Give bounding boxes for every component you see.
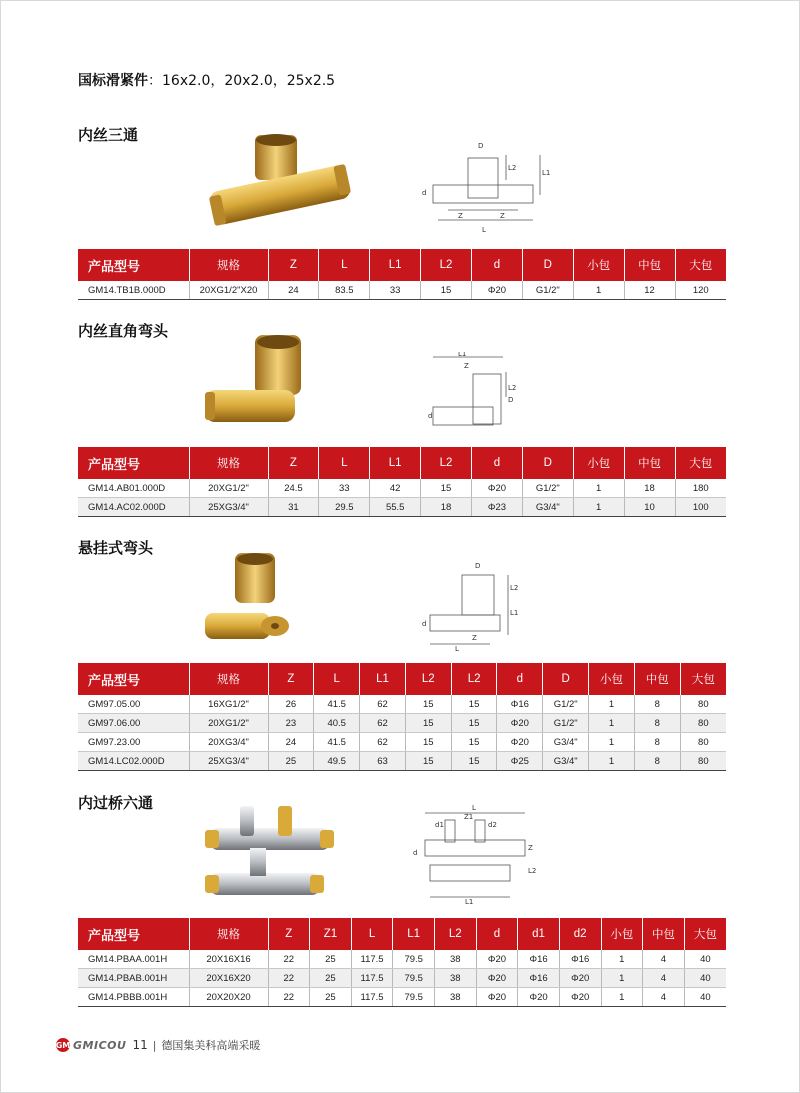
col-header: L2 xyxy=(435,918,477,950)
wall-elbow-dim-Z: Z xyxy=(472,634,477,642)
tee-dim-Z-left: Z xyxy=(458,212,463,220)
col-header: d2 xyxy=(559,918,601,950)
col-header: 规格 xyxy=(189,249,268,281)
col-header: d xyxy=(472,447,523,479)
cell: 8 xyxy=(634,714,680,733)
cell: 15 xyxy=(405,752,451,771)
cell-model: GM14.PBBB.001H xyxy=(78,988,189,1007)
cell: 10 xyxy=(624,498,675,517)
col-header: 小包 xyxy=(573,447,624,479)
cell: Φ20 xyxy=(472,281,523,300)
footer-tagline: 德国集美科高端采暖 xyxy=(161,1039,261,1052)
cell: 117.5 xyxy=(351,950,393,969)
section-title-elbow: 内丝直角弯头 xyxy=(78,322,169,340)
tee-dim-L1: L1 xyxy=(542,169,551,177)
cell: 55.5 xyxy=(370,498,421,517)
col-header: 大包 xyxy=(675,249,726,281)
col-header: D xyxy=(543,663,589,695)
cell: Φ16 xyxy=(497,695,543,714)
cell: G1/2" xyxy=(522,479,573,498)
col-header: 规格 xyxy=(189,918,268,950)
cell: 40 xyxy=(684,950,726,969)
table-row xyxy=(78,498,726,517)
cell: 18 xyxy=(624,479,675,498)
col-header: 小包 xyxy=(573,249,624,281)
tee-dim-D: D xyxy=(478,142,484,150)
table-row xyxy=(78,752,726,771)
table-row xyxy=(78,714,726,733)
cell: Φ23 xyxy=(472,498,523,517)
cell-spec: 20XG1/2" xyxy=(189,479,268,498)
col-header: D xyxy=(522,447,573,479)
col-header: 小包 xyxy=(601,918,643,950)
col-header: Z xyxy=(268,663,314,695)
spec-table-elbow xyxy=(78,447,726,517)
tee-dimension-drawing xyxy=(418,140,553,238)
col-header: 中包 xyxy=(634,663,680,695)
cell: G1/2" xyxy=(543,714,589,733)
cell: G3/4" xyxy=(543,752,589,771)
cell: 63 xyxy=(360,752,406,771)
cell: 120 xyxy=(675,281,726,300)
cell: Φ20 xyxy=(497,733,543,752)
cell: 29.5 xyxy=(319,498,370,517)
col-header: 小包 xyxy=(589,663,635,695)
cell: 24 xyxy=(268,733,314,752)
col-header: L xyxy=(314,663,360,695)
standard-label: 国标滑紧件 xyxy=(78,73,148,89)
cell: 62 xyxy=(360,695,406,714)
wall-elbow-dim-L2: L2 xyxy=(510,584,519,592)
col-header: 规格 xyxy=(189,447,268,479)
col-header: 产品型号 xyxy=(78,663,189,695)
cell: 1 xyxy=(601,950,643,969)
table-row xyxy=(78,969,726,988)
brand-logo-icon: GM xyxy=(56,1038,70,1052)
col-header: d xyxy=(472,249,523,281)
cell: 42 xyxy=(370,479,421,498)
cell-model: GM97.23.00 xyxy=(78,733,189,752)
col-header: d1 xyxy=(518,918,560,950)
tee-dim-Z-right: Z xyxy=(500,212,505,220)
cell: 8 xyxy=(634,733,680,752)
cell-model: GM14.AC02.000D xyxy=(78,498,189,517)
cell: 4 xyxy=(643,988,685,1007)
cell: Φ20 xyxy=(476,950,518,969)
cell: 22 xyxy=(268,988,310,1007)
elbow-dim-Z: Z xyxy=(464,362,469,370)
cell: G3/4" xyxy=(522,498,573,517)
section-title-wall-elbow: 悬挂式弯头 xyxy=(78,539,154,557)
cell: 1 xyxy=(589,733,635,752)
cell: Φ16 xyxy=(518,950,560,969)
cell: 8 xyxy=(634,752,680,771)
col-header: 产品型号 xyxy=(78,249,189,281)
six-way-dimension-drawing xyxy=(410,805,540,905)
standard-sizes: ：16x2.0，20x2.0，25x2.5 xyxy=(148,73,336,89)
six-way-dim-L1: L1 xyxy=(465,898,474,905)
six-way-photo xyxy=(200,798,340,908)
cell: 24.5 xyxy=(268,479,319,498)
col-header: Z xyxy=(268,249,319,281)
cell-model: GM14.AB01.000D xyxy=(78,479,189,498)
col-header: L2 xyxy=(421,249,472,281)
cell-spec: 20X20X20 xyxy=(189,988,268,1007)
cell: 15 xyxy=(421,479,472,498)
cell: 1 xyxy=(573,281,624,300)
cell: 15 xyxy=(405,714,451,733)
cell: Φ25 xyxy=(497,752,543,771)
cell: 83.5 xyxy=(319,281,370,300)
cell: 38 xyxy=(435,988,477,1007)
cell: 26 xyxy=(268,695,314,714)
col-header: d xyxy=(476,918,518,950)
cell: Φ20 xyxy=(518,988,560,1007)
cell: 33 xyxy=(319,479,370,498)
wall-elbow-photo xyxy=(200,548,295,653)
cell: 79.5 xyxy=(393,969,435,988)
elbow-dim-d: d xyxy=(428,412,433,420)
cell: 38 xyxy=(435,950,477,969)
cell-spec: 20X16X16 xyxy=(189,950,268,969)
wall-elbow-dim-D: D xyxy=(475,562,481,570)
cell: 15 xyxy=(405,695,451,714)
table-row xyxy=(78,950,726,969)
wall-elbow-dim-L: L xyxy=(455,645,459,652)
cell-spec: 25XG3/4" xyxy=(189,498,268,517)
col-header: L xyxy=(351,918,393,950)
col-header: 中包 xyxy=(624,447,675,479)
cell: 49.5 xyxy=(314,752,360,771)
footer-separator: | xyxy=(152,1038,157,1052)
col-header: L1 xyxy=(393,918,435,950)
spec-table-wall-elbow xyxy=(78,663,726,771)
col-header: Z xyxy=(268,918,310,950)
tee-dim-d: d xyxy=(422,189,427,197)
standard-sizes-line xyxy=(78,70,335,90)
cell-spec: 20XG1/2" xyxy=(189,714,268,733)
cell: 40 xyxy=(684,969,726,988)
cell-model: GM14.PBAA.001H xyxy=(78,950,189,969)
cell: 79.5 xyxy=(393,988,435,1007)
cell: 15 xyxy=(405,733,451,752)
elbow-dim-D: D xyxy=(508,396,514,404)
spec-table-six-way xyxy=(78,918,726,1007)
cell: 62 xyxy=(360,733,406,752)
cell: 15 xyxy=(451,714,497,733)
page-number: 11 xyxy=(132,1038,148,1052)
cell: 41.5 xyxy=(314,733,360,752)
cell: 40 xyxy=(684,988,726,1007)
cell: 15 xyxy=(421,281,472,300)
cell-spec: 16XG1/2" xyxy=(189,695,268,714)
cell: 23 xyxy=(268,714,314,733)
col-header: L xyxy=(319,249,370,281)
col-header: 大包 xyxy=(675,447,726,479)
table-row xyxy=(78,988,726,1007)
cell: 1 xyxy=(601,969,643,988)
col-header: L2 xyxy=(451,663,497,695)
cell-model: GM97.05.00 xyxy=(78,695,189,714)
cell: G3/4" xyxy=(543,733,589,752)
cell: 31 xyxy=(268,498,319,517)
cell: 38 xyxy=(435,969,477,988)
wall-elbow-dim-d: d xyxy=(422,620,427,628)
cell: 1 xyxy=(573,498,624,517)
cell: 41.5 xyxy=(314,695,360,714)
cell-spec: 25XG3/4" xyxy=(189,752,268,771)
cell-model: GM14.TB1B.000D xyxy=(78,281,189,300)
cell-spec: 20XG1/2"X20 xyxy=(189,281,268,300)
cell-model: GM97.06.00 xyxy=(78,714,189,733)
col-header: Z xyxy=(268,447,319,479)
spec-table-tee xyxy=(78,249,726,300)
table-row xyxy=(78,479,726,498)
cell: 1 xyxy=(589,714,635,733)
cell: 25 xyxy=(310,950,352,969)
cell: 80 xyxy=(680,733,726,752)
table-row xyxy=(78,733,726,752)
cell: 1 xyxy=(573,479,624,498)
cell: 100 xyxy=(675,498,726,517)
cell: 18 xyxy=(421,498,472,517)
wall-elbow-dim-L1: L1 xyxy=(510,609,519,617)
cell: 180 xyxy=(675,479,726,498)
elbow-dim-L2: L2 xyxy=(508,384,517,392)
six-way-dim-d1: d1 xyxy=(435,821,444,829)
col-header: 规格 xyxy=(189,663,268,695)
section-title-six-way: 内过桥六通 xyxy=(78,794,154,812)
cell: 22 xyxy=(268,969,310,988)
cell: 117.5 xyxy=(351,988,393,1007)
tee-photo xyxy=(200,130,360,230)
col-header: L2 xyxy=(421,447,472,479)
cell: 25 xyxy=(268,752,314,771)
cell: 4 xyxy=(643,950,685,969)
cell: Φ20 xyxy=(476,969,518,988)
col-header: L1 xyxy=(370,249,421,281)
brand-name: GMICOU xyxy=(73,1038,127,1052)
six-way-dim-d: d xyxy=(413,849,418,857)
cell: 4 xyxy=(643,969,685,988)
col-header: L xyxy=(319,447,370,479)
cell: 117.5 xyxy=(351,969,393,988)
six-way-dim-Z1: Z1 xyxy=(464,813,474,821)
col-header: 中包 xyxy=(643,918,685,950)
cell: 1 xyxy=(601,988,643,1007)
cell-model: GM14.PBAB.001H xyxy=(78,969,189,988)
wall-elbow-dimension-drawing xyxy=(420,560,530,652)
cell: Φ20 xyxy=(559,969,601,988)
cell: 40.5 xyxy=(314,714,360,733)
section-title-tee: 内丝三通 xyxy=(78,126,139,144)
tee-dim-L2: L2 xyxy=(508,164,517,172)
cell: G1/2" xyxy=(522,281,573,300)
cell: 62 xyxy=(360,714,406,733)
cell: 79.5 xyxy=(393,950,435,969)
col-header: d xyxy=(497,663,543,695)
cell: G1/2" xyxy=(543,695,589,714)
cell-spec: 20XG3/4" xyxy=(189,733,268,752)
cell: 80 xyxy=(680,714,726,733)
cell: Φ20 xyxy=(476,988,518,1007)
six-way-dim-Z: Z xyxy=(528,844,533,852)
cell: Φ16 xyxy=(559,950,601,969)
cell: 22 xyxy=(268,950,310,969)
cell-model: GM14.LC02.000D xyxy=(78,752,189,771)
table-row xyxy=(78,281,726,300)
col-header: Z1 xyxy=(310,918,352,950)
elbow-photo xyxy=(200,330,315,435)
cell: 8 xyxy=(634,695,680,714)
six-way-dim-L: L xyxy=(472,805,476,812)
cell-spec: 20X16X20 xyxy=(189,969,268,988)
elbow-dimension-drawing xyxy=(428,352,518,437)
cell: Φ20 xyxy=(497,714,543,733)
six-way-dim-L2: L2 xyxy=(528,867,537,875)
col-header: D xyxy=(522,249,573,281)
tee-dim-L: L xyxy=(482,226,486,234)
table-row xyxy=(78,695,726,714)
cell: Φ20 xyxy=(472,479,523,498)
cell: Φ20 xyxy=(559,988,601,1007)
col-header: L1 xyxy=(370,447,421,479)
cell: Φ16 xyxy=(518,969,560,988)
col-header: L2 xyxy=(405,663,451,695)
cell: 80 xyxy=(680,695,726,714)
elbow-dim-L1: L1 xyxy=(458,352,467,358)
cell: 15 xyxy=(451,733,497,752)
col-header: 产品型号 xyxy=(78,918,189,950)
cell: 25 xyxy=(310,988,352,1007)
cell: 25 xyxy=(310,969,352,988)
cell: 12 xyxy=(624,281,675,300)
col-header: 大包 xyxy=(684,918,726,950)
cell: 1 xyxy=(589,695,635,714)
col-header: 中包 xyxy=(624,249,675,281)
cell: 1 xyxy=(589,752,635,771)
six-way-dim-d2: d2 xyxy=(488,821,497,829)
cell: 33 xyxy=(370,281,421,300)
col-header: L1 xyxy=(360,663,406,695)
col-header: 产品型号 xyxy=(78,447,189,479)
cell: 80 xyxy=(680,752,726,771)
cell: 15 xyxy=(451,695,497,714)
cell: 24 xyxy=(268,281,319,300)
col-header: 大包 xyxy=(680,663,726,695)
cell: 15 xyxy=(451,752,497,771)
page-footer xyxy=(56,1037,260,1053)
